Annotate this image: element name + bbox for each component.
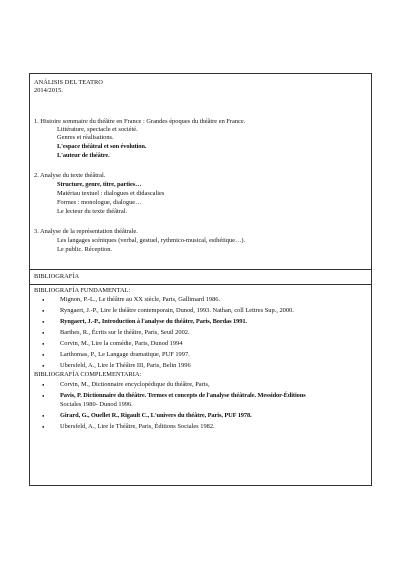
fundamental-entry: Corvin, M., Lire la comédie, Paris, Dunod 1994 <box>60 340 183 347</box>
course-year: 2014/2015. <box>34 87 63 94</box>
fundamental-entry: Ryngaert, J.-P., Lire le théâtre contemporain, Dunod, 1993. Nathan, coll Lettres Sup., 2000. <box>60 307 294 314</box>
item2-line: Le lecteur du texte théâtral. <box>57 208 128 215</box>
item1-line: Genres et réalisations. <box>57 134 114 141</box>
item1-line: L'espace théâtral et son évolution. <box>57 143 147 150</box>
complementary-entry: Corvin, M., Dictionnaire encyclopédique du théâtre, Paris, <box>60 381 210 388</box>
bibliography-title: BIBLIOGRAFÍA <box>34 273 80 280</box>
fundamental-entry: Larthomas, P., Le Langage dramatique, PUF 1997. <box>60 351 190 358</box>
item3-heading: 3. Analyse de la représentation théâtrale. <box>34 228 138 235</box>
item3-line: Le public. Réception. <box>57 246 113 253</box>
item1-heading: 1. Histoire sommaire du théâtre en France : Grandes époques du théâtre en France. <box>34 118 246 125</box>
item2-line: Formes : monologue, dialogue… <box>57 199 142 206</box>
fundamental-entry: Mignon, P.-L., Le théâtre au XX siècle, Paris, Gallimard 1986. <box>60 296 221 303</box>
program-section <box>30 74 371 270</box>
item1-line: L'auteur de théâtre. <box>57 152 110 159</box>
complementary-entry: Pavis, P. Dictionnaire du théâtre. Termes et concepts de l'analyse théâtrale. Messidor-Éditions <box>60 392 306 399</box>
complementary-title: BIBLIOGRAFÍA COMPLEMENTARIA: <box>34 371 142 378</box>
complementary-entry: Girard, G., Ouellet R., Rigault C., L'univers du théâtre, Paris, PUF 1978. <box>60 412 252 419</box>
fundamental-entry: Barthes, R., Écrits sur le théâtre, Paris, Seuil 2002. <box>60 329 190 336</box>
fundamental-title: BIBLIOGRAFÍA FUNDAMENTAL: <box>34 287 131 294</box>
item2-heading: 2. Analyse du texte théâtral. <box>34 172 106 179</box>
fundamental-entry: Ubersfeld, A., Lire le Théâtre III, Paris, Belin 1996 <box>60 362 191 369</box>
document-frame <box>29 73 372 486</box>
item3-line: Les langages scéniques (verbal, gestuel, rythmico-musical, esthétique…). <box>57 237 246 244</box>
item2-line: Matériau textuel : dialogues et didascalies <box>57 190 165 197</box>
bibliography-header-section <box>30 270 371 285</box>
course-title: ANÁLISIS DEL TEATRO <box>34 79 103 86</box>
complementary-entry-continued: Sociales 1980- Dunod 1996. <box>60 401 133 408</box>
complementary-entry: Ubersfeld, A., Lire le Théâtre, Paris, Éditions Sociales 1982. <box>60 423 215 430</box>
fundamental-entry: Ryngaert, J.-P., Introduction à l'analyse du théâtre, Paris, Bordas 1991. <box>60 318 247 325</box>
bibliography-list-section <box>30 285 371 485</box>
item2-line: Structure, genre, titre, parties… <box>57 181 142 188</box>
item1-line: Littérature, spectacle et société. <box>57 126 138 133</box>
